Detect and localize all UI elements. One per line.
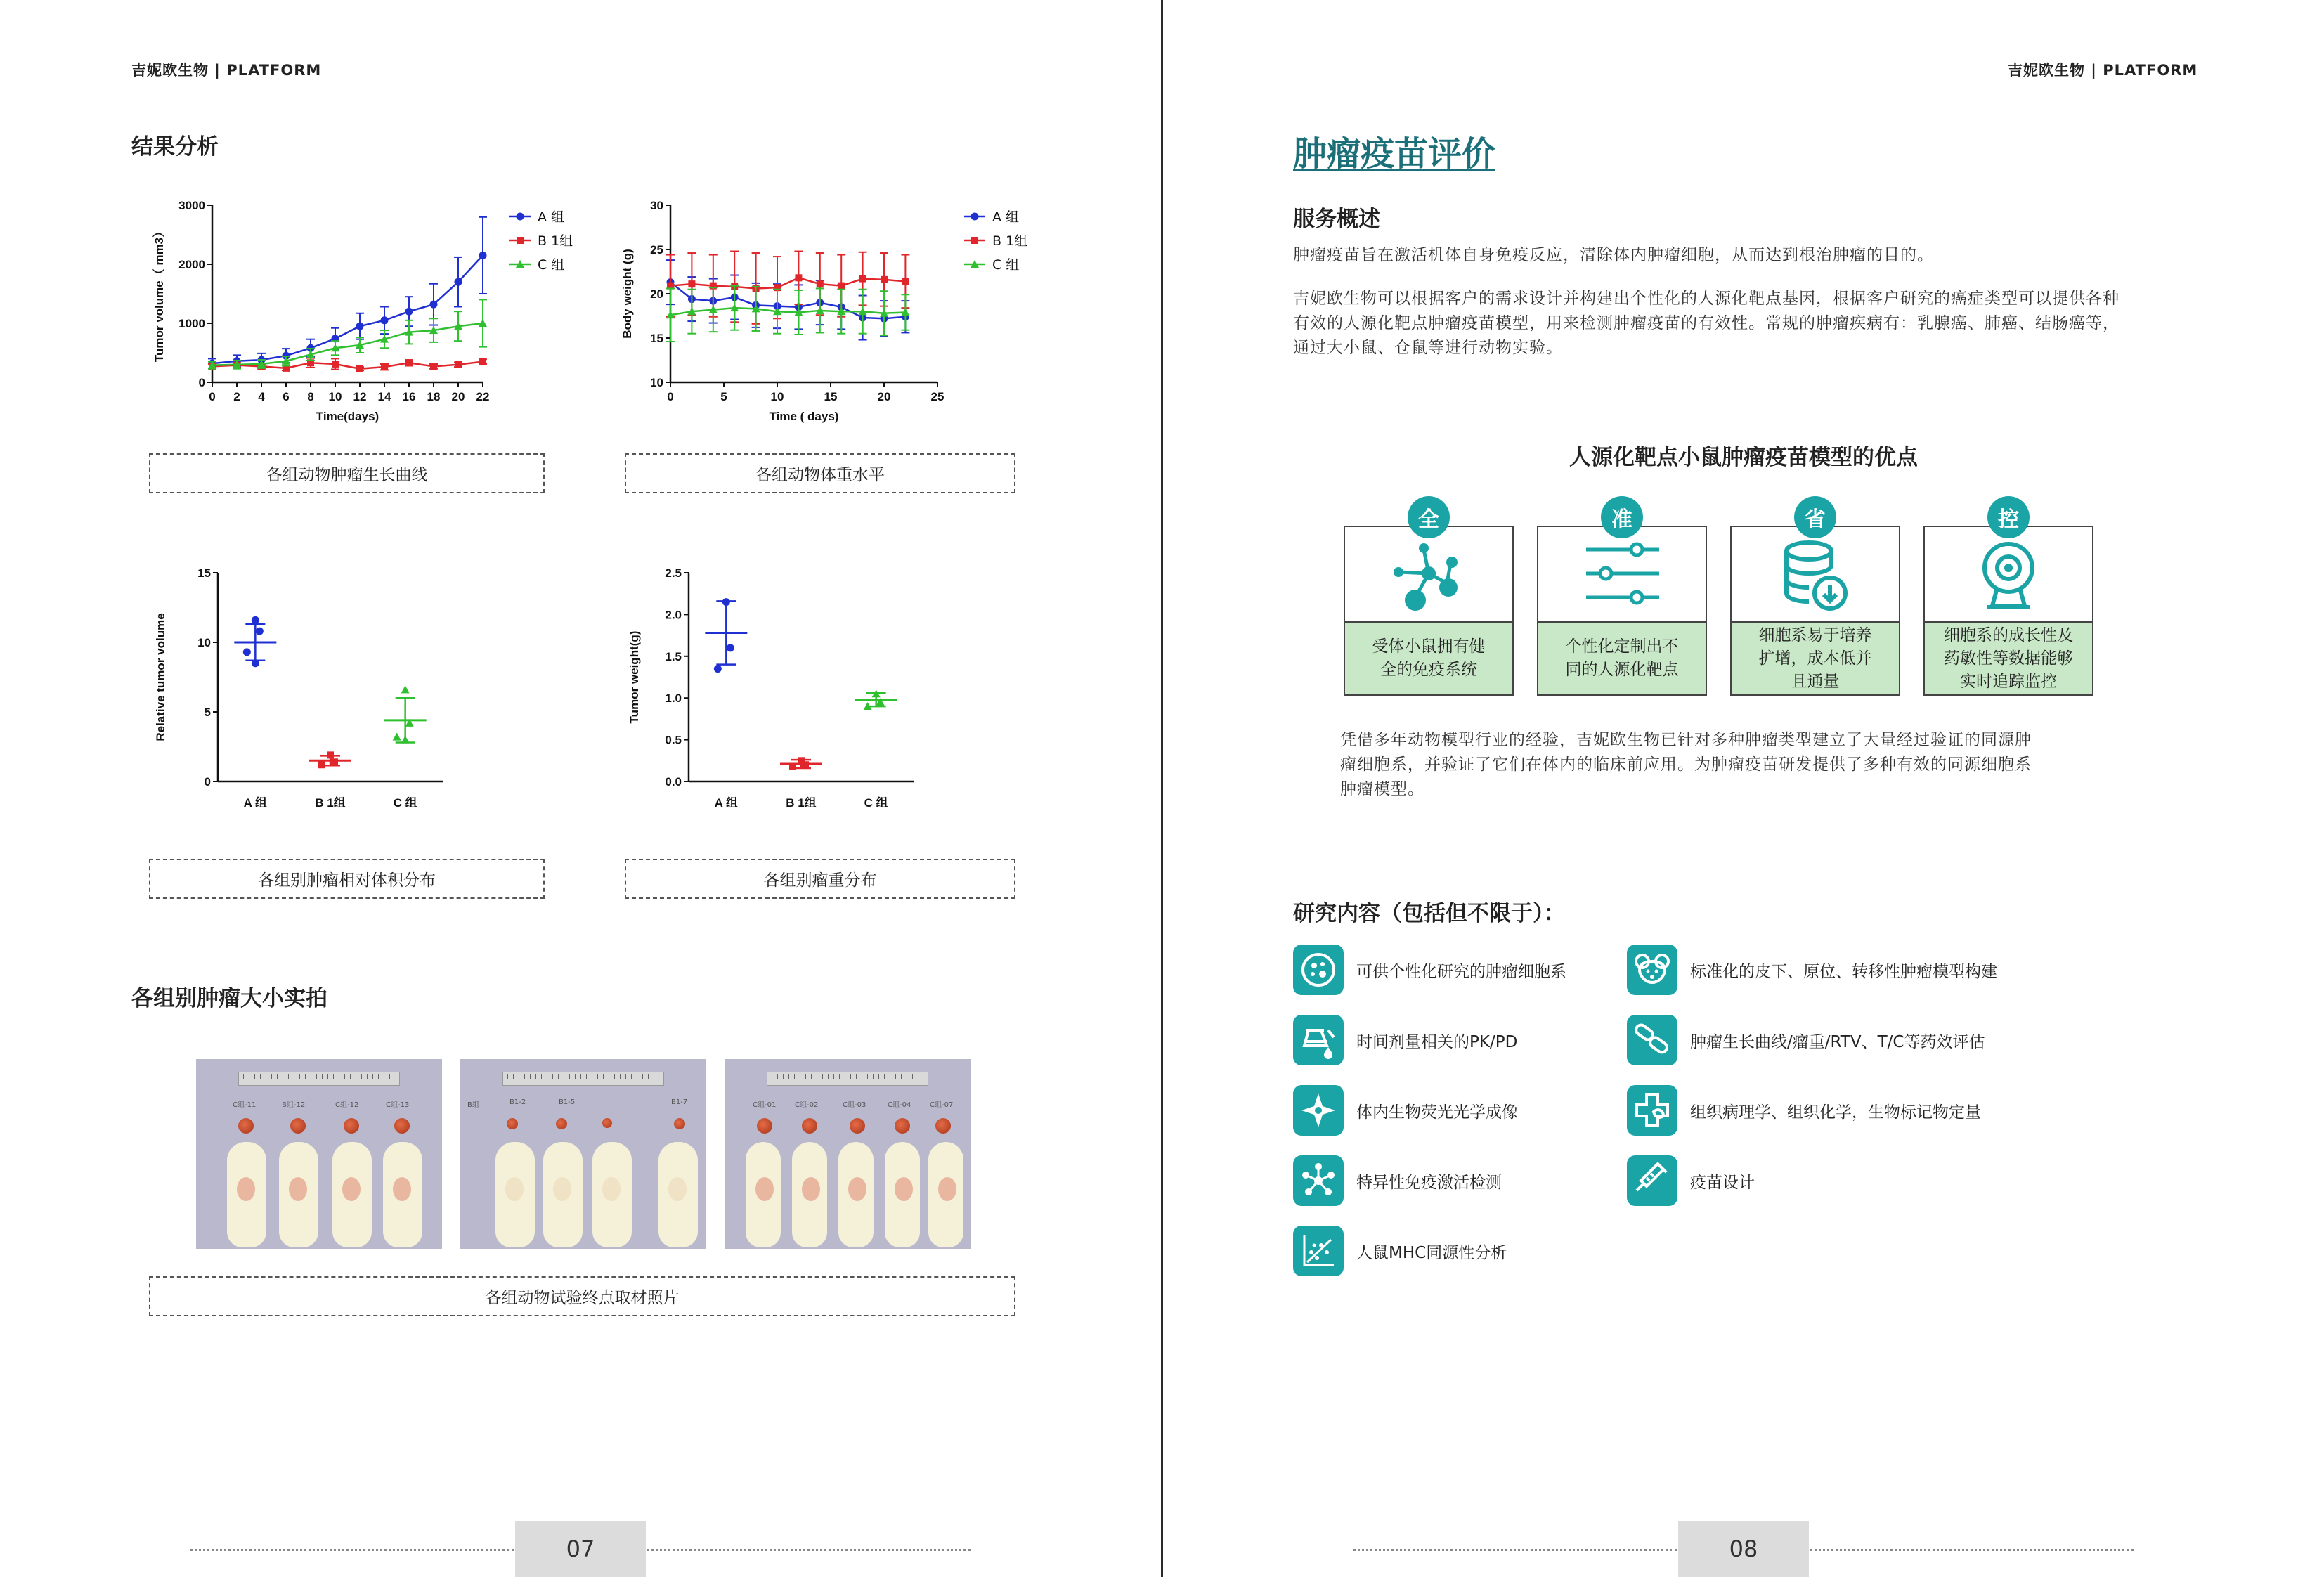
overview-paragraph: 吉妮欧生物可以根据客户的需求设计并构建出个性化的人源化靶点基因，根据客户研究的癌症类型可以提供各种 有效的人源化靶点肿瘤疫苗模型，用来检测肿瘤疫苗的有效性。常规的肿瘤疾病有：乳腺癌、肺癌、结肠癌等， 通过大小鼠、仓鼠等进行动物实验。: [1293, 290, 2119, 357]
research-item: 特异性免疫激活检测: [1293, 1155, 1502, 1206]
x-tick-label: A 组: [714, 796, 739, 810]
advantage-card: 个性化定制出不 同的人源化靶点: [1537, 526, 1707, 696]
data-point: [405, 308, 413, 316]
footer-divider: [1353, 1549, 1677, 1551]
y-tick-label: 2000: [178, 258, 205, 271]
fluorescence-icon: [1293, 1085, 1344, 1136]
chart-caption: 各组别瘤重分布: [625, 859, 1015, 899]
series-2: [208, 299, 487, 368]
x-tick-label: 2: [233, 390, 240, 403]
y-tick-label: 2.0: [665, 608, 682, 622]
chart-svg: [618, 188, 1028, 441]
x-tick-label: 22: [476, 390, 490, 403]
x-tick-label: 10: [328, 390, 342, 403]
x-tick-label: 0: [667, 390, 674, 403]
footer-divider: [647, 1549, 971, 1551]
y-tick-label: 10: [650, 376, 663, 389]
series-line: [670, 278, 905, 288]
advantage-card: 细胞系的成长性及 药敏性等数据能够 实时追踪监控: [1923, 526, 2093, 696]
legend-label: C 组: [992, 257, 1020, 273]
x-tick-label: C 组: [393, 796, 417, 810]
research-item: 疫苗设计: [1627, 1155, 1755, 1206]
footer-divider: [1810, 1549, 2134, 1551]
research-item: 可供个性化研究的肿瘤细胞系: [1293, 945, 1566, 995]
data-point: [688, 280, 695, 287]
tumor-growth-chart: [148, 188, 573, 441]
series-line: [670, 308, 905, 315]
data-point: [327, 751, 334, 758]
x-tick-label: 12: [353, 390, 367, 403]
overview-paragraph: 肿瘤疫苗旨在激活机体自身免疫反应，清除体内肿瘤细胞，从而达到根治肿瘤的目的。: [1293, 246, 1934, 264]
series-0: [208, 217, 487, 368]
x-tick-label: 0: [209, 390, 216, 403]
y-axis-label: Tumor weight(g): [628, 630, 641, 724]
mouse-face-icon: [1627, 945, 1677, 995]
data-point: [256, 628, 264, 635]
research-item: 人鼠MHC同源性分析: [1293, 1226, 1507, 1276]
petri-dish-icon: [1293, 945, 1344, 995]
data-point: [859, 275, 866, 283]
section-title-results: 结果分析: [131, 134, 219, 160]
page-header: 吉妮欧生物 | PLATFORM: [131, 62, 322, 79]
data-point: [902, 278, 909, 285]
tumor-photo: C组-11 B组-12 C组-12 C组-13: [196, 1059, 442, 1249]
advantage-badge: 全: [1408, 496, 1450, 538]
legend-marker: [517, 237, 524, 244]
chart-caption: 各组别肿瘤相对体积分布: [149, 859, 545, 899]
legend-label: B 1组: [992, 233, 1028, 249]
group-2: [384, 685, 427, 743]
research-item: 肿瘤生长曲线/瘤重/RTV、T/C等药效评估: [1627, 1015, 1985, 1065]
x-tick-label: 5: [720, 390, 727, 403]
y-tick-label: 1.5: [665, 649, 682, 663]
body-weight-chart: [618, 188, 1028, 441]
data-point: [332, 361, 339, 368]
advantages-title: 人源化靶点小鼠肿瘤疫苗模型的优点: [1569, 445, 1918, 470]
data-point: [381, 316, 389, 324]
data-point: [401, 685, 410, 693]
y-tick-label: 10: [197, 636, 211, 649]
y-axis-label: Body weight (g): [621, 249, 634, 339]
sliders-icon: [1538, 527, 1706, 621]
chart-svg: [148, 559, 457, 822]
y-tick-label: 0: [198, 376, 205, 389]
x-axis-label: Time ( days): [769, 410, 839, 423]
data-point: [331, 758, 338, 765]
experience-paragraph: 凭借多年动物模型行业的经验，吉妮欧生物已针对多种肿瘤类型建立了大量经过验证的同源肿 瘤细胞系，并验证了它们在体内的临床前应用。为肿瘤疫苗研发提供了多种有效的同源细胞系 肿瘤模型。: [1340, 731, 2032, 798]
research-item: 体内生物荧光光学成像: [1293, 1085, 1518, 1136]
page-title: 肿瘤疫苗评价: [1293, 134, 1496, 174]
webcam-icon: [1925, 527, 2092, 621]
photo-caption: 各组动物试验终点取材照片: [149, 1276, 1015, 1316]
data-point: [881, 276, 888, 283]
group-1: [780, 757, 822, 770]
x-tick-label: 10: [770, 390, 784, 403]
x-tick-label: 8: [307, 390, 314, 403]
y-tick-label: 25: [650, 243, 663, 257]
data-point: [455, 278, 462, 286]
legend-label: A 组: [538, 209, 565, 225]
advantage-card: 细胞系易于培养 扩增，成本低并 且通量: [1730, 526, 1900, 696]
research-title: 研究内容（包括但不限于）：: [1293, 901, 1566, 926]
data-point: [479, 358, 486, 365]
y-tick-label: 0.0: [665, 775, 682, 788]
data-point: [393, 733, 401, 741]
research-item: 标准化的皮下、原位、转移性肿瘤模型构建: [1627, 945, 1997, 995]
tissue-icon: [1627, 1085, 1677, 1136]
scatter-analysis-icon: [1293, 1226, 1344, 1276]
series-line: [212, 362, 483, 369]
y-tick-label: 1000: [178, 317, 205, 330]
advantage-badge: 准: [1601, 496, 1643, 538]
y-tick-label: 1.0: [665, 692, 682, 706]
pills-icon: [1627, 1015, 1677, 1065]
data-point: [789, 763, 796, 770]
series-2: [666, 286, 909, 342]
x-tick-label: 15: [824, 390, 838, 403]
data-point: [252, 659, 259, 667]
advantage-badge: 控: [1987, 496, 2030, 538]
page-header: 吉妮欧生物 | PLATFORM: [2008, 62, 2198, 79]
group-1: [309, 751, 351, 768]
legend-marker: [971, 213, 979, 221]
x-tick-label: B 1组: [315, 796, 346, 810]
tumor-photo: B组 B1-2 B1-5 B1-7: [460, 1059, 706, 1249]
advantage-card: 受体小鼠拥有健 全的免疫系统: [1344, 526, 1514, 696]
data-point: [356, 365, 363, 372]
x-tick-label: 18: [427, 390, 441, 403]
chart-svg: [618, 559, 928, 822]
database-download-icon: [1732, 527, 1899, 621]
chart-svg: [148, 188, 573, 441]
page-number: 08: [1678, 1521, 1809, 1577]
y-tick-label: 3000: [178, 199, 205, 212]
network-icon: [1293, 1155, 1344, 1206]
legend-label: C 组: [538, 257, 565, 273]
x-tick-label: 4: [258, 390, 265, 403]
x-axis-label: Time(days): [316, 410, 379, 423]
legend-label: A 组: [992, 209, 1020, 225]
y-tick-label: 2.5: [665, 566, 682, 580]
y-tick-label: 30: [650, 199, 663, 212]
y-tick-label: 5: [204, 706, 211, 719]
page-number: 07: [515, 1521, 646, 1577]
data-point: [430, 363, 437, 370]
group-0: [705, 598, 747, 673]
data-point: [455, 361, 462, 368]
data-point: [356, 323, 364, 330]
right-page: [1163, 0, 2324, 1577]
series-line: [670, 283, 905, 319]
data-point: [817, 280, 824, 287]
molecule-icon: [1345, 527, 1512, 621]
legend-marker: [971, 237, 978, 244]
x-tick-label: 20: [451, 390, 465, 403]
x-tick-label: B 1组: [786, 796, 817, 810]
data-point: [727, 644, 734, 651]
section-title-photos: 各组别肿瘤大小实拍: [131, 986, 327, 1011]
series-line: [212, 323, 483, 365]
research-item: 组织病理学、组织化学，生物标记物定量: [1627, 1085, 1981, 1136]
y-tick-label: 15: [197, 566, 211, 580]
group-2: [855, 689, 897, 710]
chart-caption: 各组动物体重水平: [625, 453, 1015, 493]
data-point: [318, 761, 325, 768]
x-tick-label: 14: [377, 390, 391, 403]
legend-label: B 1组: [538, 233, 573, 249]
tumor-weight-chart: [618, 559, 928, 822]
data-point: [430, 301, 438, 309]
x-tick-label: C 组: [864, 796, 888, 810]
y-tick-label: 0.5: [665, 733, 682, 747]
data-point: [479, 252, 487, 259]
group-0: [234, 616, 276, 667]
data-point: [243, 648, 251, 656]
data-point: [401, 736, 410, 744]
footer-divider: [190, 1549, 514, 1551]
overview-title: 服务概述: [1293, 207, 1380, 232]
x-tick-label: 16: [402, 390, 416, 403]
x-tick-label: 20: [877, 390, 891, 403]
tumor-photo: C组-01 C组-02 C组-03 C组-04 C组-07: [725, 1059, 971, 1249]
syringe-icon: [1627, 1155, 1677, 1206]
y-axis-label: Relative tumor volume: [154, 613, 167, 741]
data-point: [838, 283, 845, 290]
research-item: 时间剂量相关的PK/PD: [1293, 1015, 1517, 1065]
flask-dose-icon: [1293, 1015, 1344, 1065]
advantage-badge: 省: [1794, 496, 1836, 538]
data-point: [405, 359, 413, 366]
y-axis-label: Tumor volume（ mm3）: [152, 225, 166, 363]
y-tick-label: 20: [650, 287, 663, 301]
x-tick-label: 6: [283, 390, 290, 403]
data-point: [714, 665, 722, 673]
data-point: [722, 598, 730, 606]
x-tick-label: A 组: [243, 796, 268, 810]
legend-marker: [517, 213, 524, 221]
relative-volume-chart: [148, 559, 457, 822]
y-tick-label: 0: [204, 775, 211, 788]
data-point: [252, 616, 259, 624]
x-tick-label: 25: [930, 390, 944, 403]
data-point: [381, 363, 388, 370]
data-point: [802, 761, 809, 768]
chart-caption: 各组动物肿瘤生长曲线: [149, 453, 545, 493]
data-point: [795, 274, 802, 281]
series-0: [666, 260, 909, 339]
y-tick-label: 15: [650, 332, 663, 345]
